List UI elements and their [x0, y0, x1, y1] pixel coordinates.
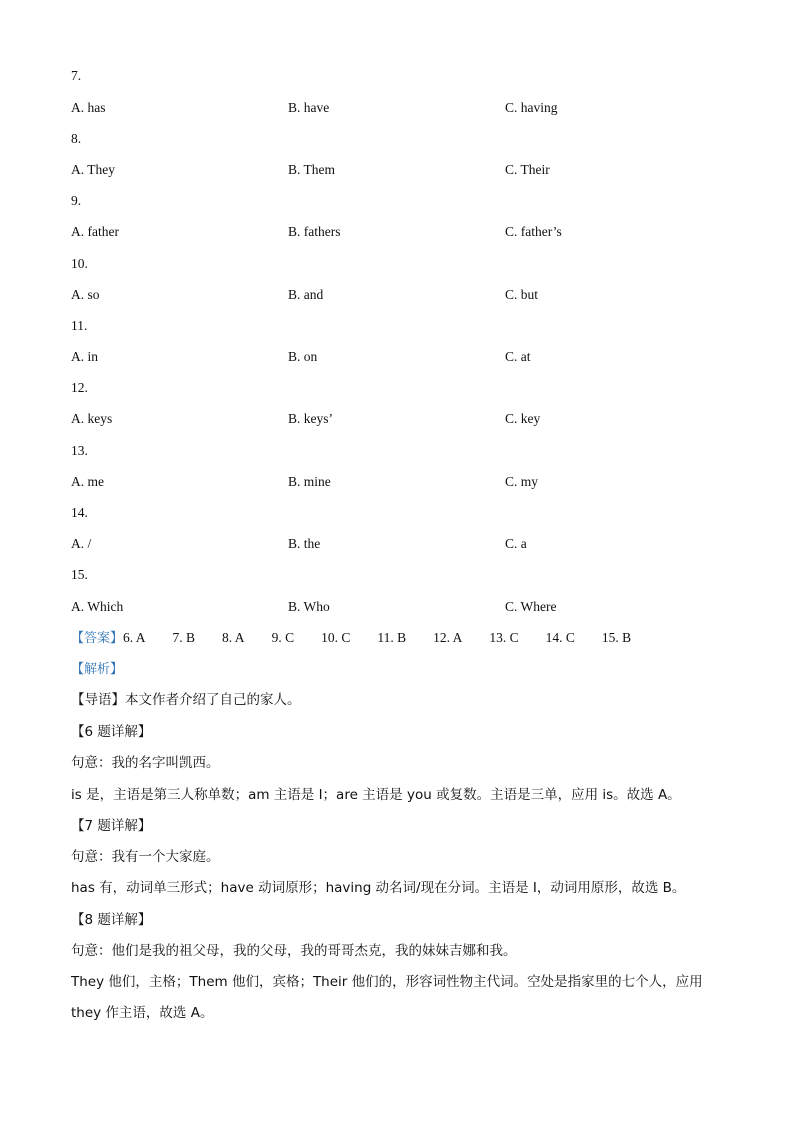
option-b: B. have	[288, 100, 330, 115]
section-heading: 【8 题详解】	[71, 912, 152, 928]
option-c: C. my	[505, 474, 539, 489]
section-heading: 【7 题详解】	[71, 818, 152, 834]
explanation-line: they 作主语，故选 A。	[71, 1005, 214, 1021]
option-a: A. has	[71, 100, 106, 115]
answer-item: 8. A	[222, 630, 245, 645]
answer-item: 12. A	[433, 630, 463, 645]
answer-item: 15. B	[601, 630, 632, 645]
option-c: C. at	[505, 349, 531, 364]
option-c: C. having	[505, 100, 558, 115]
explanation-line: is 是，主语是第三人称单数；am 主语是 I；are 主语是 you 或复数。主语是三单，应用 is。故选 A。	[71, 787, 681, 803]
question-number: 13.	[71, 443, 88, 458]
answer-item: 10. C	[321, 630, 351, 645]
option-b: B. fathers	[288, 224, 341, 239]
explanation-line: 句意：他们是我的祖父母，我的父母，我的哥哥杰克，我的妹妹吉娜和我。	[71, 943, 517, 959]
option-a: A. /	[71, 536, 92, 551]
analysis-tag: 【解析】	[71, 662, 124, 677]
intro-line: 【导语】本文作者介绍了自己的家人。	[71, 692, 301, 708]
option-b: B. mine	[288, 474, 331, 489]
option-c: C. but	[505, 287, 539, 302]
answer-tag: 【答案】	[71, 631, 124, 646]
option-a: A. keys	[71, 411, 113, 426]
answer-item: 14. C	[545, 630, 575, 645]
explanation-line: 句意：我的名字叫凯西。	[71, 755, 220, 771]
option-b: B. keys’	[288, 411, 333, 426]
option-b: B. Them	[288, 162, 335, 177]
option-c: C. Where	[505, 599, 557, 614]
question-number: 12.	[71, 380, 88, 395]
option-b: B. Who	[288, 599, 330, 614]
option-a: A. so	[71, 287, 100, 302]
question-number: 14.	[71, 505, 88, 520]
question-number: 7.	[71, 68, 82, 83]
option-a: A. me	[71, 474, 104, 489]
explanation-line: 句意：我有一个大家庭。	[71, 849, 220, 865]
option-b: B. and	[288, 287, 324, 302]
answer-item: 6. A	[123, 630, 146, 645]
answer-item: 11. B	[377, 630, 407, 645]
option-a: A. father	[71, 224, 119, 239]
explanation-line: They 他们，主格；Them 他们，宾格；Their 他们的，形容词性物主代词。空处是指家里的七个人，应用	[71, 974, 703, 990]
answer-key	[71, 630, 631, 647]
option-c: C. Their	[505, 162, 550, 177]
explanation-line: has 有，动词单三形式；have 动词原形；having 动名词/现在分词。主语是 I，动词用原形，故选 B。	[71, 880, 686, 896]
answer-item: 13. C	[489, 630, 519, 645]
question-number: 15.	[71, 567, 88, 582]
question-number: 8.	[71, 131, 82, 146]
section-heading: 【6 题详解】	[71, 724, 152, 740]
option-a: A. in	[71, 349, 98, 364]
option-b: B. the	[288, 536, 321, 551]
option-c: C. key	[505, 411, 541, 426]
option-c: C. father’s	[505, 224, 562, 239]
option-a: A. They	[71, 162, 115, 177]
option-c: C. a	[505, 536, 527, 551]
answer-item: 9. C	[271, 630, 295, 645]
question-number: 9.	[71, 193, 82, 208]
question-number: 11.	[71, 318, 88, 333]
answer-item: 7. B	[172, 630, 196, 645]
option-b: B. on	[288, 349, 318, 364]
question-number: 10.	[71, 256, 88, 271]
option-a: A. Which	[71, 599, 124, 614]
